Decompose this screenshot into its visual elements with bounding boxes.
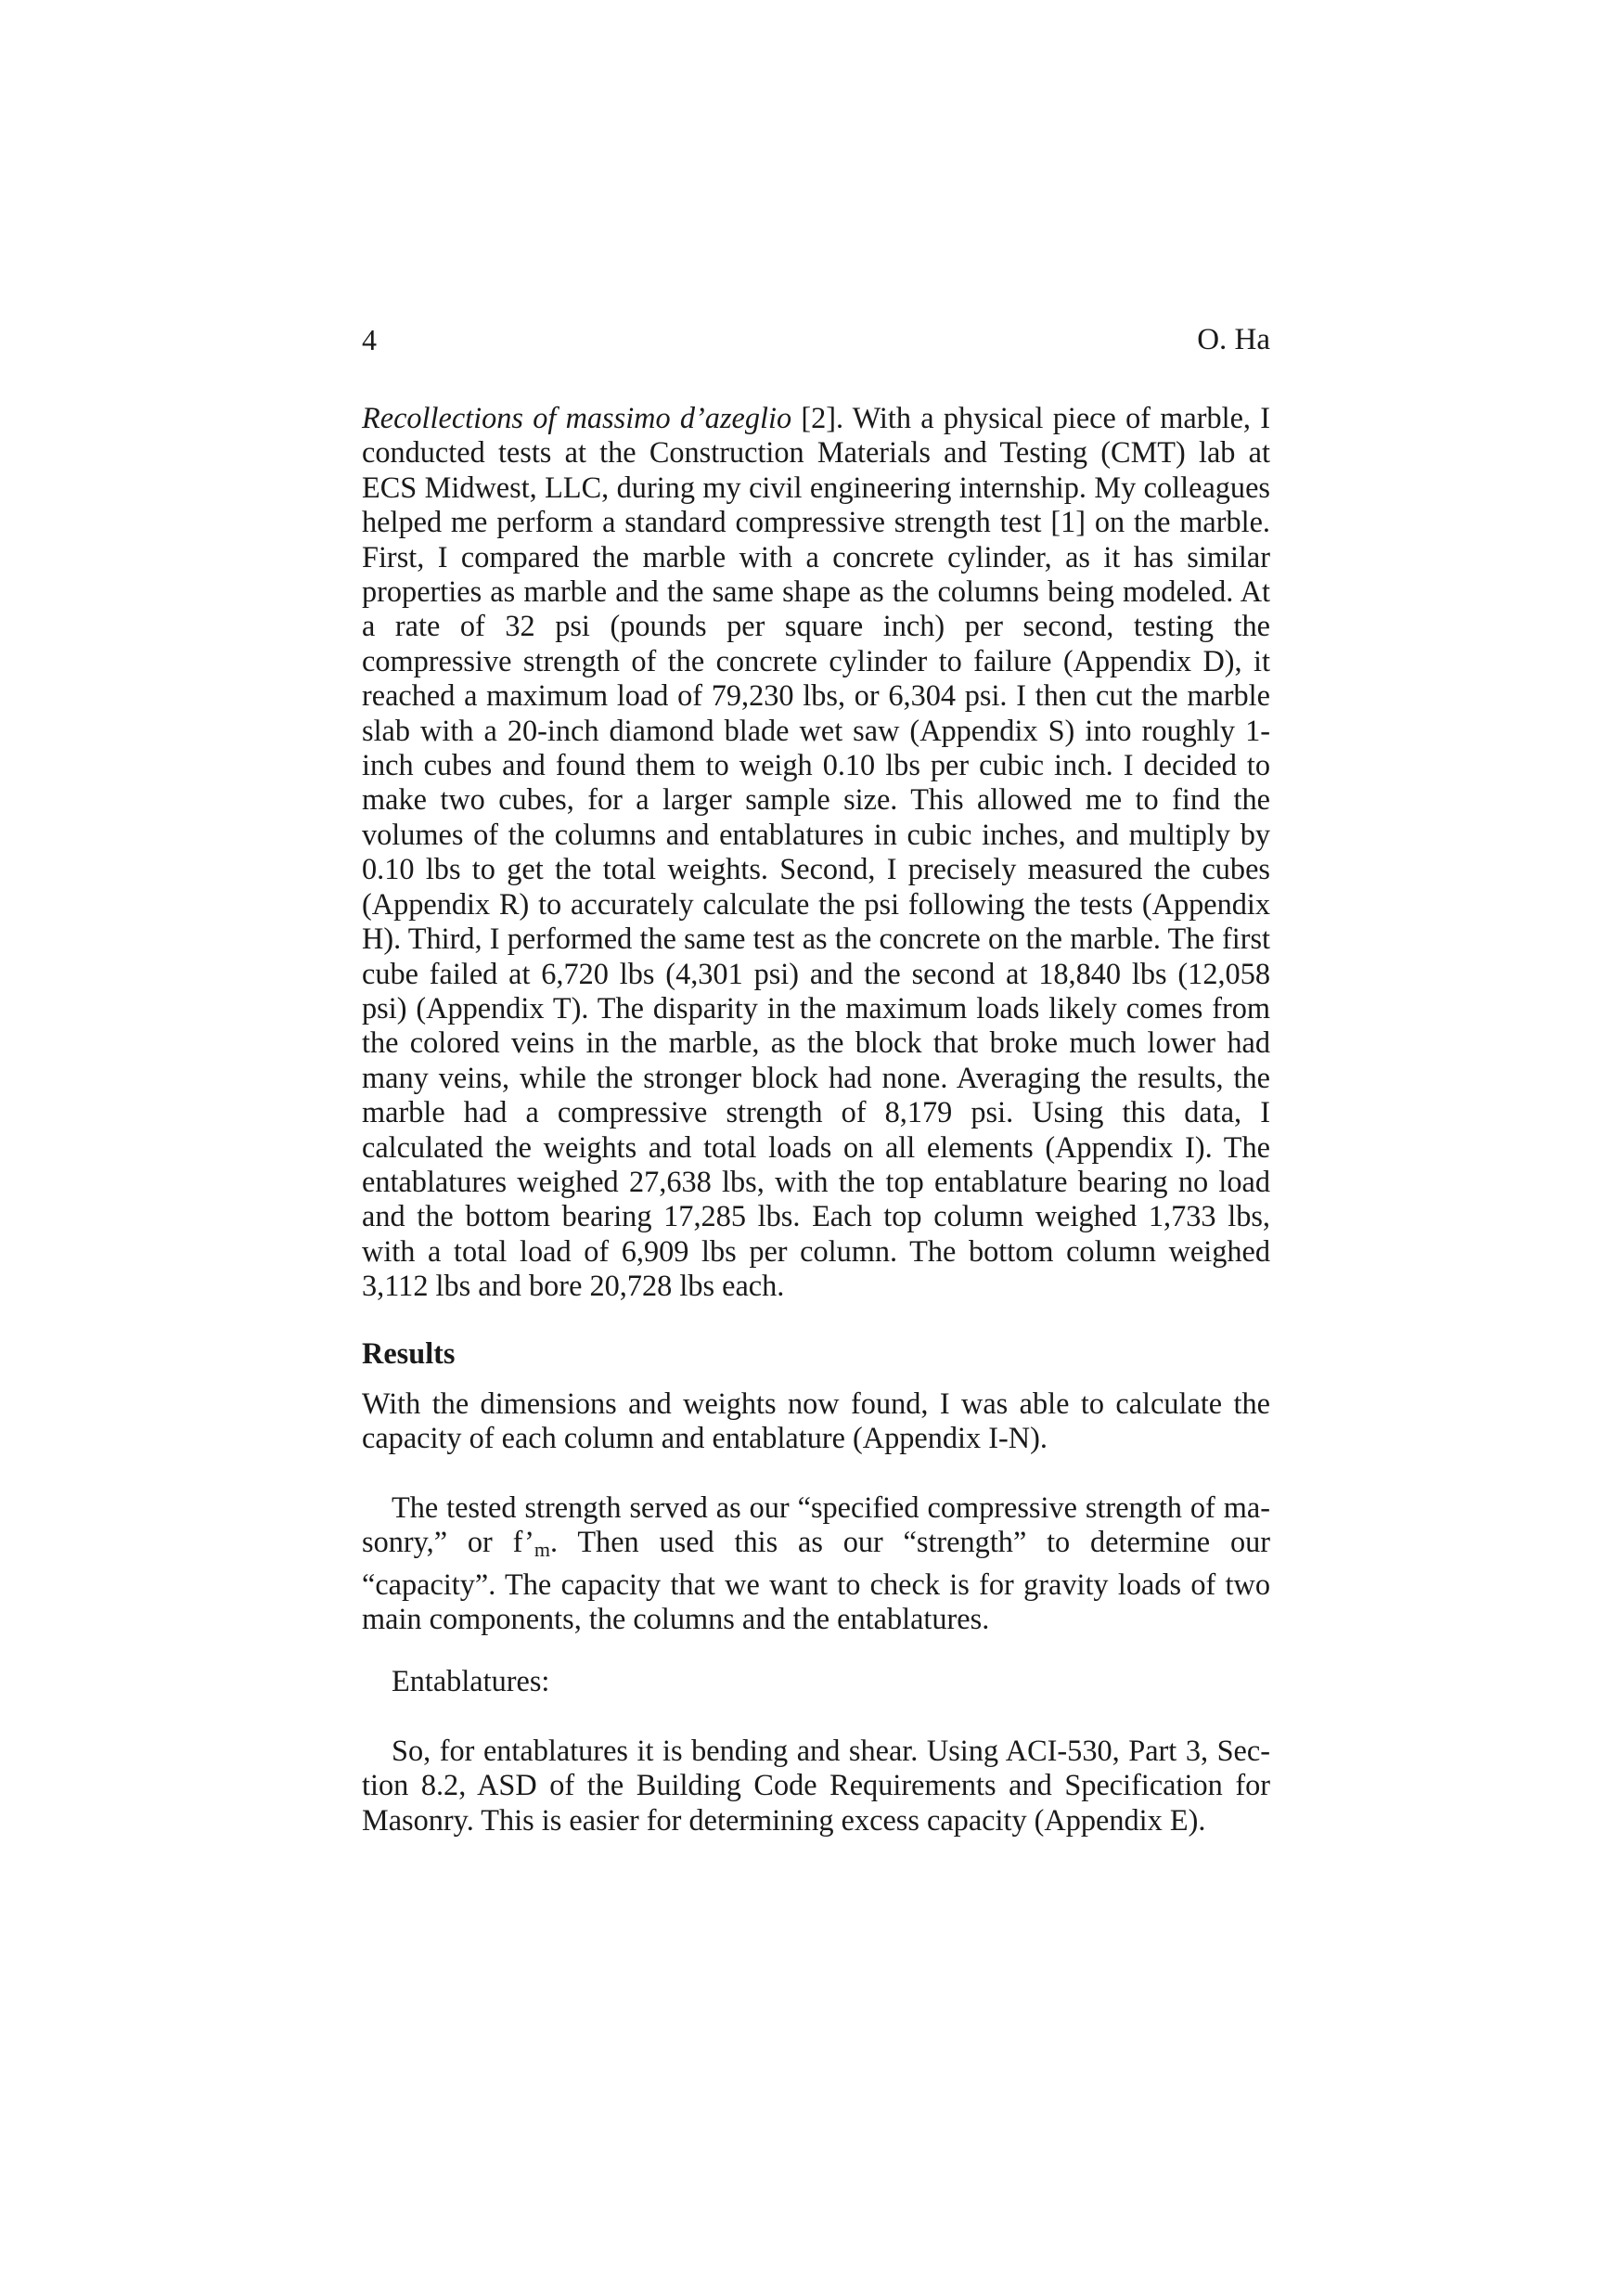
entablatures-label: Entablatures: [392,1664,550,1697]
strength-text-end: . Then used this as our “strength” to determine our “capacity”. The capacity that we want to check is for gravity loads of two main components, the columns and the entablatures. [362,1525,1270,1636]
body-paragraph-entablatures: So, for entablatures it is bending and shear. Using ACI-530, Part 3, Section 8.2, ASD of the Building Code Requirements and Specification for Masonry. This is easier for determining excess capacity (Appendix E). [362,1734,1270,1837]
cited-book-title: Recollections of massimo d’azeglio [362,401,792,434]
body-paragraph-methods [362,401,1270,1304]
subscript-m: m [534,1538,551,1562]
methods-text: [2]. With a physical piece of marble, I conducted tests at the Construction Materials and Testing (CMT) lab at ECS Midwest, LLC, during my civil engineering internship. My colleagues helped me perform a standard compressive strength test [1] on the marble. First, I compared the marble with a concrete cylinder, as it has similar properties as marble and the same shape as the columns being modeled. At a rate of 32 psi (pounds per square inch) per second, testing the compressive strength of the concrete cylinder to failure (Appendix D), it reached a maximum load of 79,230 lbs, or 6,304 psi. I then cut the marble slab with a 20-inch diamond blade wet saw (Appendix S) into roughly 1-inch cubes and found them to weigh 0.10 lbs per cubic inch. I decided to make two cubes, for a larger sample size. This allowed me to find the volumes of the columns and entablatures in cubic inches, and multiply by 0.10 lbs to get the total weights. Second, I precisely measured the cubes (Appendix R) to accurately calculate the psi following the tests (Appendix H). Third, I performed the same test as the concrete on the marble. The first cube failed at 6,720 lbs (4,301 psi) and the second at 18,840 lbs (12,058 psi) (Appendix T). The disparity in the maximum loads likely comes from the colored veins in the marble, as the block that broke much lower had many veins, while the stronger block had none. Averaging the results, the marble had a compressive strength of 8,179 psi. Using this data, I calculated the weights and total loads on all elements (Appendix I). The entablatures weighed 27,638 lbs, with the top entablature bearing no load and the bottom bearing 17,285 lbs. Each top column weighed 1,733 lbs, with a total load of 6,909 lbs per column. The bottom column weighed 3,112 lbs and bore 20,728 lbs each. [362,401,1270,1303]
body-paragraph-results-intro: With the dimensions and weights now found, I was able to calculate the capacity of each column and entablature (Appendix I-N). [362,1387,1270,1455]
page-number: 4 [362,323,377,356]
body-paragraph-strength [362,1490,1270,1637]
strength-text-start: The tested strength served as our “specified compressive strength of masonry,” or f’ [362,1490,1270,1559]
section-heading-results: Results [362,1336,456,1370]
running-head-author: O. Ha [1197,323,1270,356]
